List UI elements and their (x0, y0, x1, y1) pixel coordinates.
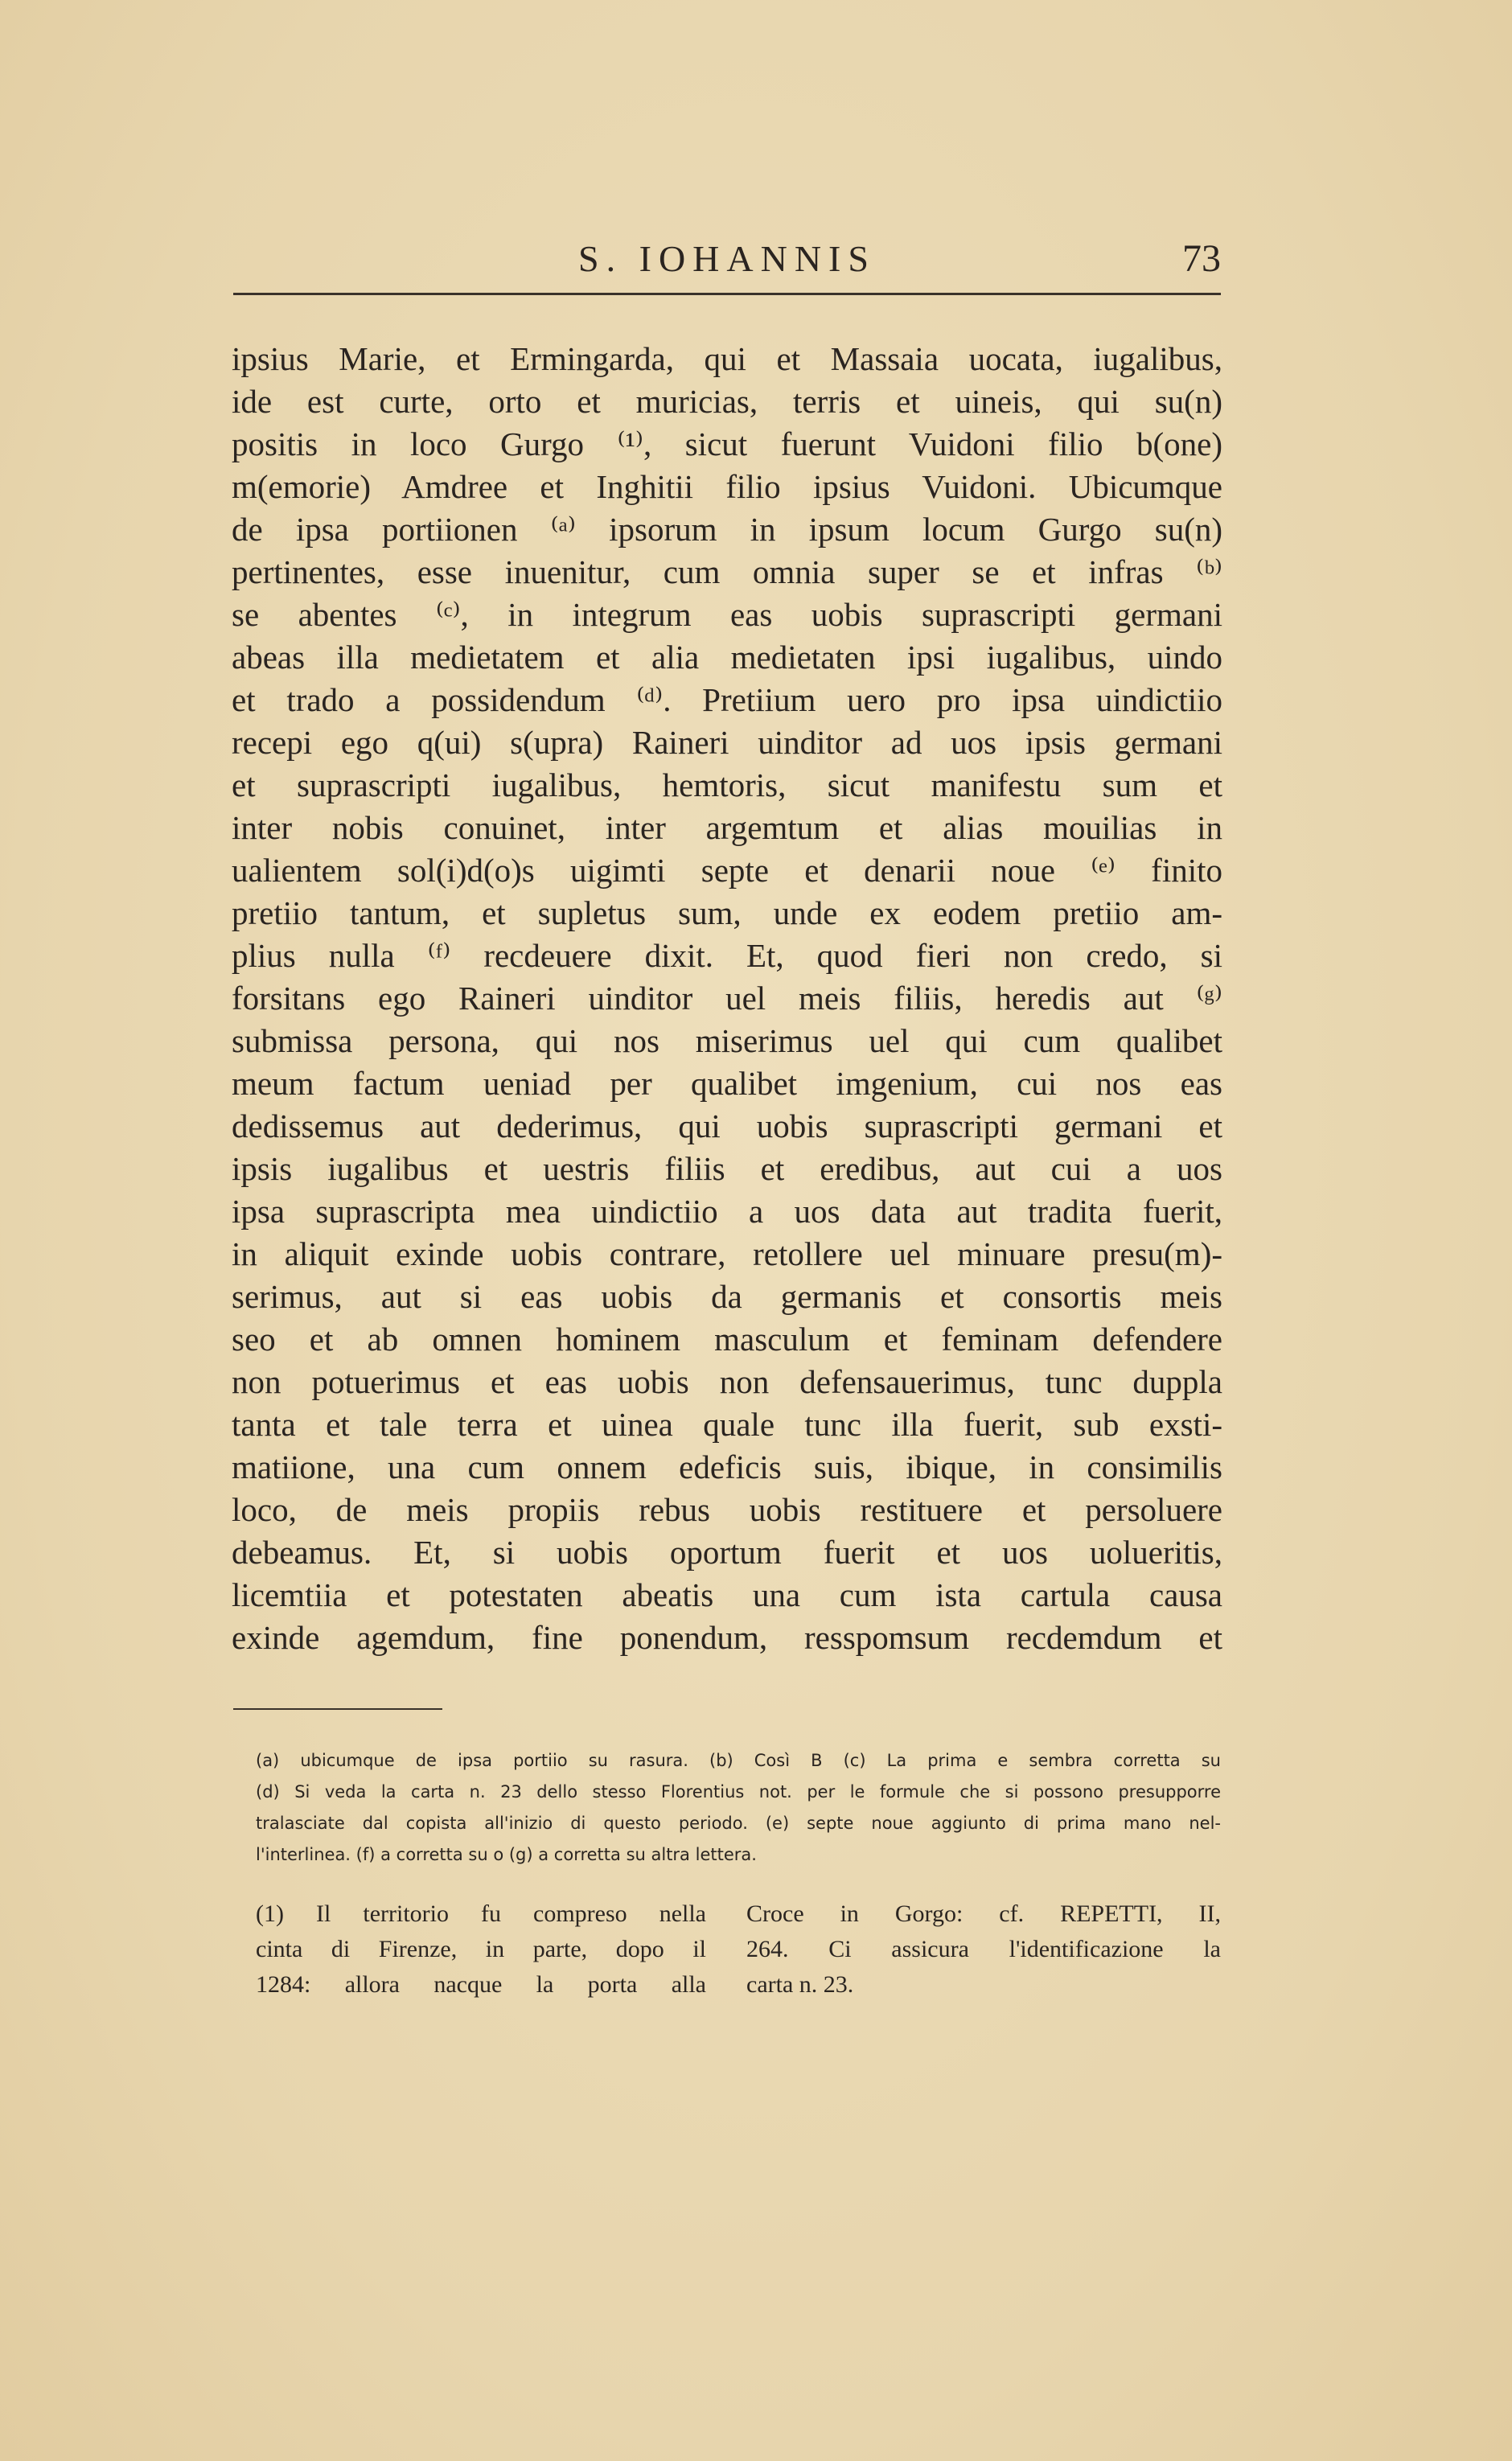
header-rule (233, 293, 1221, 298)
text-line: non potuerimus et eas uobis non defensauerimus, tunc duppla (232, 1363, 1222, 1400)
apparatus-line: (a) ubicumque de ipsa portiio su rasura. (b) Così B (c) La prima e sembra corretta su (256, 1751, 1221, 1770)
text-line: serimus, aut si eas uobis da germanis et consortis meis (232, 1278, 1222, 1315)
main-text-block (232, 338, 1222, 1659)
text-line: matiione, una cum onnem edeficis suis, ibique, in consimilis (232, 1448, 1222, 1485)
text-line: recepi ego q(ui) s(upra) Raineri uinditor ad uos ipsis germani (232, 724, 1222, 761)
text-line: licemtiia et potestaten abeatis una cum ista cartula causa (232, 1576, 1222, 1613)
text-line: positis in loco Gurgo ⁽¹⁾, sicut fuerunt Vuidoni filio b(one) (232, 425, 1222, 462)
note-line: carta n. 23. (746, 1971, 854, 1998)
text-line: ipsis iugalibus et uestris filiis et eredibus, aut cui a uos (232, 1150, 1222, 1187)
apparatus-line: l'interlinea. (f) a corretta su o (g) a corretta su altra lettera. (256, 1845, 757, 1864)
text-line: de ipsa portiionen ⁽ᵃ⁾ ipsorum in ipsum locum Gurgo su(n) (232, 511, 1222, 548)
critical-apparatus (256, 1745, 1221, 1871)
page-number: 73 (1182, 237, 1221, 280)
text-line: debeamus. Et, si uobis oportum fuerit et uos uolueritis, (232, 1534, 1222, 1571)
note-line: 1284: allora nacque la porta alla (256, 1971, 706, 1998)
text-line: et trado a possidendum ⁽ᵈ⁾. Pretiium uero pro ipsa uindictiio (232, 681, 1222, 718)
text-line: submissa persona, qui nos miserimus uel qui cum qualibet (232, 1022, 1222, 1059)
footnote-rule (233, 1708, 442, 1710)
note-column-left (256, 1896, 706, 2003)
text-line: plius nulla ⁽ᶠ⁾ recdeuere dixit. Et, quod fieri non credo, si (232, 937, 1222, 974)
text-line: loco, de meis propiis rebus uobis restituere et persoluere (232, 1491, 1222, 1528)
text-line: in aliquit exinde uobis contrare, retollere uel minuare presu(m)- (232, 1235, 1222, 1272)
running-title: S. IOHANNIS (578, 238, 876, 279)
text-line: inter nobis conuinet, inter argemtum et alias mouilias in (232, 809, 1222, 846)
page-header (233, 235, 1221, 283)
text-line: meum factum ueniad per qualibet imgenium, cui nos eas (232, 1065, 1222, 1102)
text-line: exinde agemdum, fine ponendum, resspomsum recdemdum et (232, 1619, 1222, 1656)
text-line: forsitans ego Raineri uinditor uel meis filiis, heredis aut ⁽ᵍ⁾ (232, 980, 1222, 1017)
text-line: pretiio tantum, et supletus sum, unde ex eodem pretiio am- (232, 894, 1222, 931)
note-line: 264. Ci assicura l'identificazione la (746, 1936, 1221, 1962)
text-line: et suprascripti iugalibus, hemtoris, sicut manifestu sum et (232, 766, 1222, 803)
text-line: seo et ab omnen hominem masculum et feminam defendere (232, 1321, 1222, 1358)
text-line: ide est curte, orto et muricias, terris et uineis, qui su(n) (232, 383, 1222, 420)
note-line: (1) Il territorio fu compreso nella (256, 1900, 706, 1927)
text-line: dedissemus aut dederimus, qui uobis suprascripti germani et (232, 1107, 1222, 1144)
note-line: Croce in Gorgo: cf. REPETTI, II, (746, 1900, 1221, 1927)
text-line: ipsa suprascripta mea uindictiio a uos data aut tradita fuerit, (232, 1193, 1222, 1230)
text-line: se abentes ⁽ᶜ⁾, in integrum eas uobis suprascripti germani (232, 596, 1222, 633)
text-line: tanta et tale terra et uinea quale tunc illa fuerit, sub exsti- (232, 1406, 1222, 1443)
apparatus-line: tralasciate dal copista all'inizio di questo periodo. (e) septe noue aggiunto di prima mano nel- (256, 1814, 1221, 1833)
text-line: m(emorie) Amdree et Inghitii filio ipsius Vuidoni. Ubicumque (232, 468, 1222, 505)
note-column-right (746, 1896, 1221, 2003)
text-line: pertinentes, esse inuenitur, cum omnia super se et infras ⁽ᵇ⁾ (232, 553, 1222, 590)
note-line: cinta di Firenze, in parte, dopo il (256, 1936, 706, 1962)
text-line: abeas illa medietatem et alia medietaten ipsi iugalibus, uindo (232, 639, 1222, 676)
text-line: ualientem sol(i)d(o)s uigimti septe et denarii noue ⁽ᵉ⁾ finito (232, 852, 1222, 889)
text-line: ipsius Marie, et Ermingarda, qui et Massaia uocata, iugalibus, (232, 340, 1222, 377)
apparatus-line: (d) Si veda la carta n. 23 dello stesso Florentius not. per le formule che si possono presupporre (256, 1782, 1221, 1802)
